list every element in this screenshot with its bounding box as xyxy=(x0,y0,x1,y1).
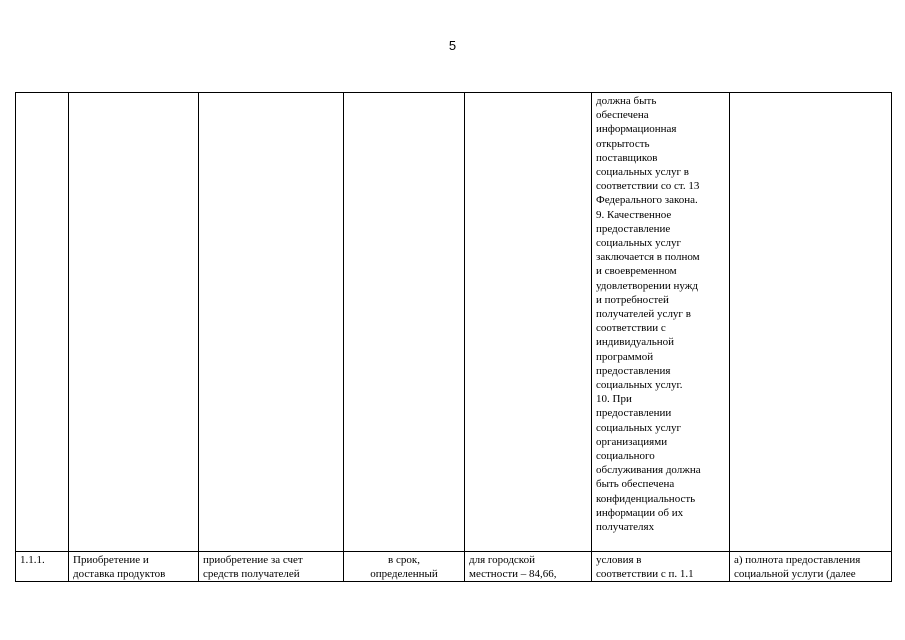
standards-text-cell: должна быть обеспечена информационная открытость поставщиков социальных услуг в соответствии со ст. 13 Федерального закона. 9. Качественное предоставление социальных услуг заключается в полном и своевременном удовлетворении нужд и потребностей получателей услуг в соответствии с индивидуальной программой предоставления социальных услуг. 10. При предоставлении социальных услуг организациями социального обслуживания должна быть обеспечена конфиденциальность информации об их получателях xyxy=(592,93,730,552)
service-indicators-cell: а) полнота предоставления социальной услуги (далее xyxy=(730,552,892,582)
service-number-cell: 1.1.1. xyxy=(16,552,69,582)
table-cell xyxy=(69,93,199,552)
services-table xyxy=(15,92,892,582)
table-cell xyxy=(16,93,69,552)
service-conditions-cell: условия в соответствии с п. 1.1 xyxy=(592,552,730,582)
table-cell xyxy=(199,93,344,552)
service-tariff-cell: для городской местности – 84,66, xyxy=(465,552,592,582)
table-cell xyxy=(344,93,465,552)
service-term-cell: в срок, определенный xyxy=(344,552,465,582)
page-number: 5 xyxy=(448,38,457,53)
service-name-cell: Приобретение и доставка продуктов xyxy=(69,552,199,582)
table-cell xyxy=(465,93,592,552)
table-row xyxy=(16,552,892,582)
table-cell xyxy=(730,93,892,552)
service-description-cell: приобретение за счет средств получателей xyxy=(199,552,344,582)
table-row xyxy=(16,93,892,552)
